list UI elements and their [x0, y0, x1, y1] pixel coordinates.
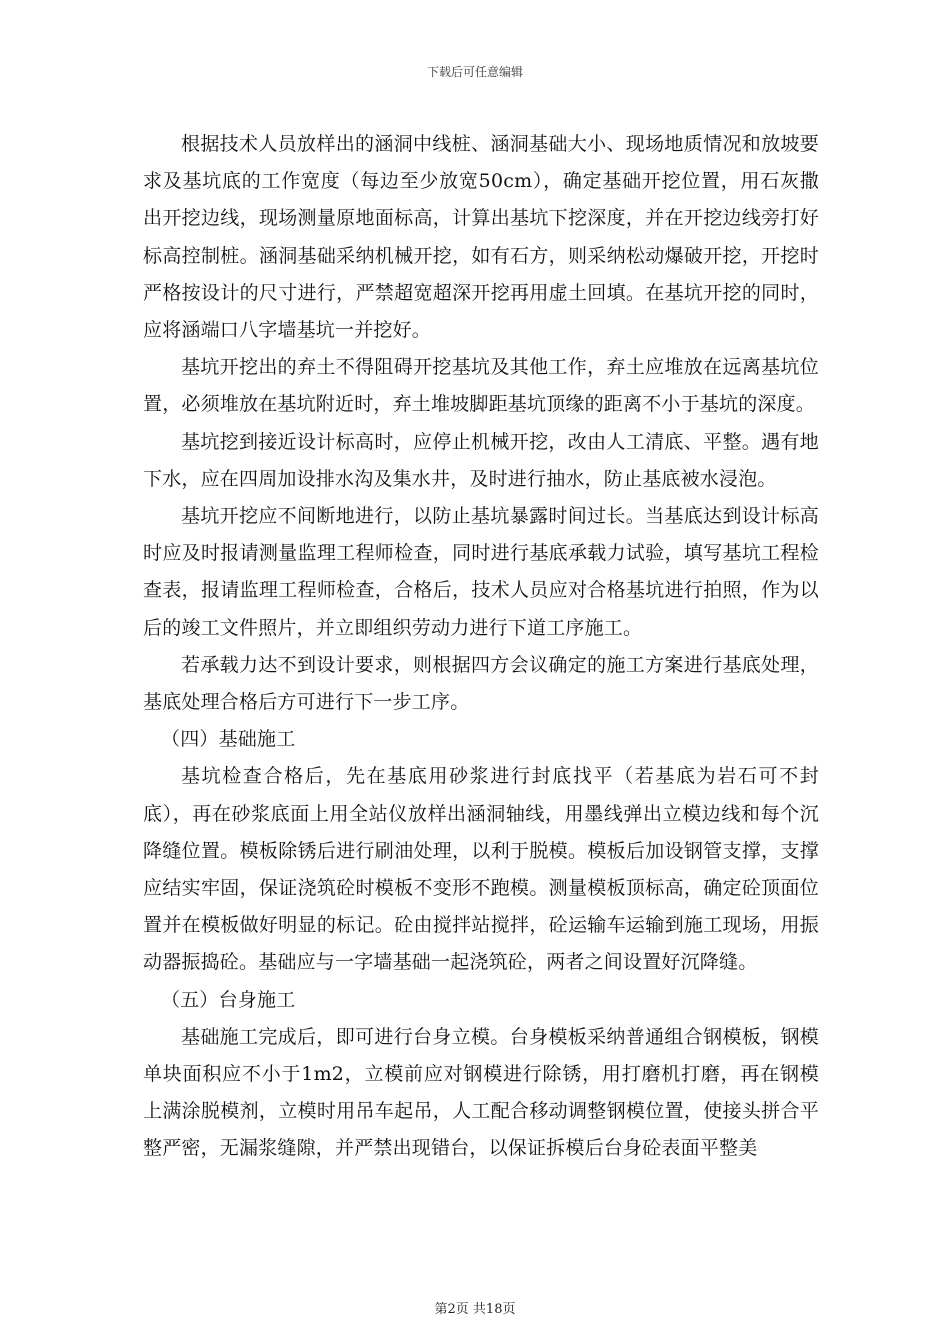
- paragraph-7: 基础施工完成后，即可进行台身立模。台身模板采纳普通组合钢模板，钢模单块面积应不小于1m2，立模前应对钢模进行除锈，用打磨机打磨，再在钢模上满涂脱模剂，立模时用吊车起吊，人工配合移动调整钢模位置，使接头拼合平整严密，无漏浆缝隙，并严禁出现错台，以保证拆模后台身砼表面平整美: [143, 1025, 819, 1160]
- paragraph-6: 基坑检查合格后，先在基底用砂浆进行封底找平（若基底为岩石可不封底），再在砂浆底面上用全站仪放样出涵洞轴线，用墨线弹出立模边线和每个沉降缝位置。模板除锈后进行刷油处理，以利于脱模。模板后加设钢管支撑，支撑应结实牢固，保证浇筑砼时模板不变形不跑模。测量模板顶标高，确定砼顶面位置并在模板做好明显的标记。砼由搅拌站搅拌，砼运输车运输到施工现场，用振动器振捣砼。基础应与一字墙基础一起浇筑砼，两者之间设置好沉降缝。: [143, 765, 819, 974]
- page-number: 第2页 共18页: [434, 1302, 516, 1317]
- page-header-note: 下载后可任意编辑: [426, 65, 523, 79]
- paragraph-4: 基坑开挖应不间断地进行，以防止基坑暴露时间过长。当基底达到设计标高时应及时报请测量监理工程师检查，同时进行基底承载力试验，填写基坑工程检查表，报请监理工程师检查，合格后，技术人员应对合格基坑进行拍照，作为以后的竣工文件照片，并立即组织劳动力进行下道工序施工。: [143, 505, 819, 639]
- paragraph-1: 根据技术人员放样出的涵洞中线桩、涵洞基础大小、现场地质情况和放坡要求及基坑底的工作宽度（每边至少放宽50cm），确定基础开挖位置，用石灰撒出开挖边线，现场测量原地面标高，计算出基坑下挖深度，并在开挖边线旁打好标高控制桩。涵洞基础采纳机械开挖，如有石方，则采纳松动爆破开挖，开挖时严格按设计的尺寸进行，严禁超宽超深开挖再用虚土回填。在基坑开挖的同时，应将涵端口八字墙基坑一并挖好。: [143, 133, 819, 342]
- section-heading-4: （四）基础施工: [161, 728, 296, 751]
- document-body: [143, 126, 819, 1168]
- paragraph-3: 基坑挖到接近设计标高时，应停止机械开挖，改由人工清底、平整。遇有地下水，应在四周加设排水沟及集水井，及时进行抽水，防止基底被水浸泡。: [143, 430, 819, 490]
- section-heading-5: （五）台身施工: [161, 988, 296, 1011]
- paragraph-2: 基坑开挖出的弃土不得阻碍开挖基坑及其他工作，弃土应堆放在远离基坑位置，必须堆放在基坑附近时，弃土堆坡脚距基坑顶缘的距离不小于基坑的深度。: [143, 356, 819, 416]
- paragraph-5: 若承载力达不到设计要求，则根据四方会议确定的施工方案进行基底处理，基底处理合格后方可进行下一步工序。: [143, 653, 819, 714]
